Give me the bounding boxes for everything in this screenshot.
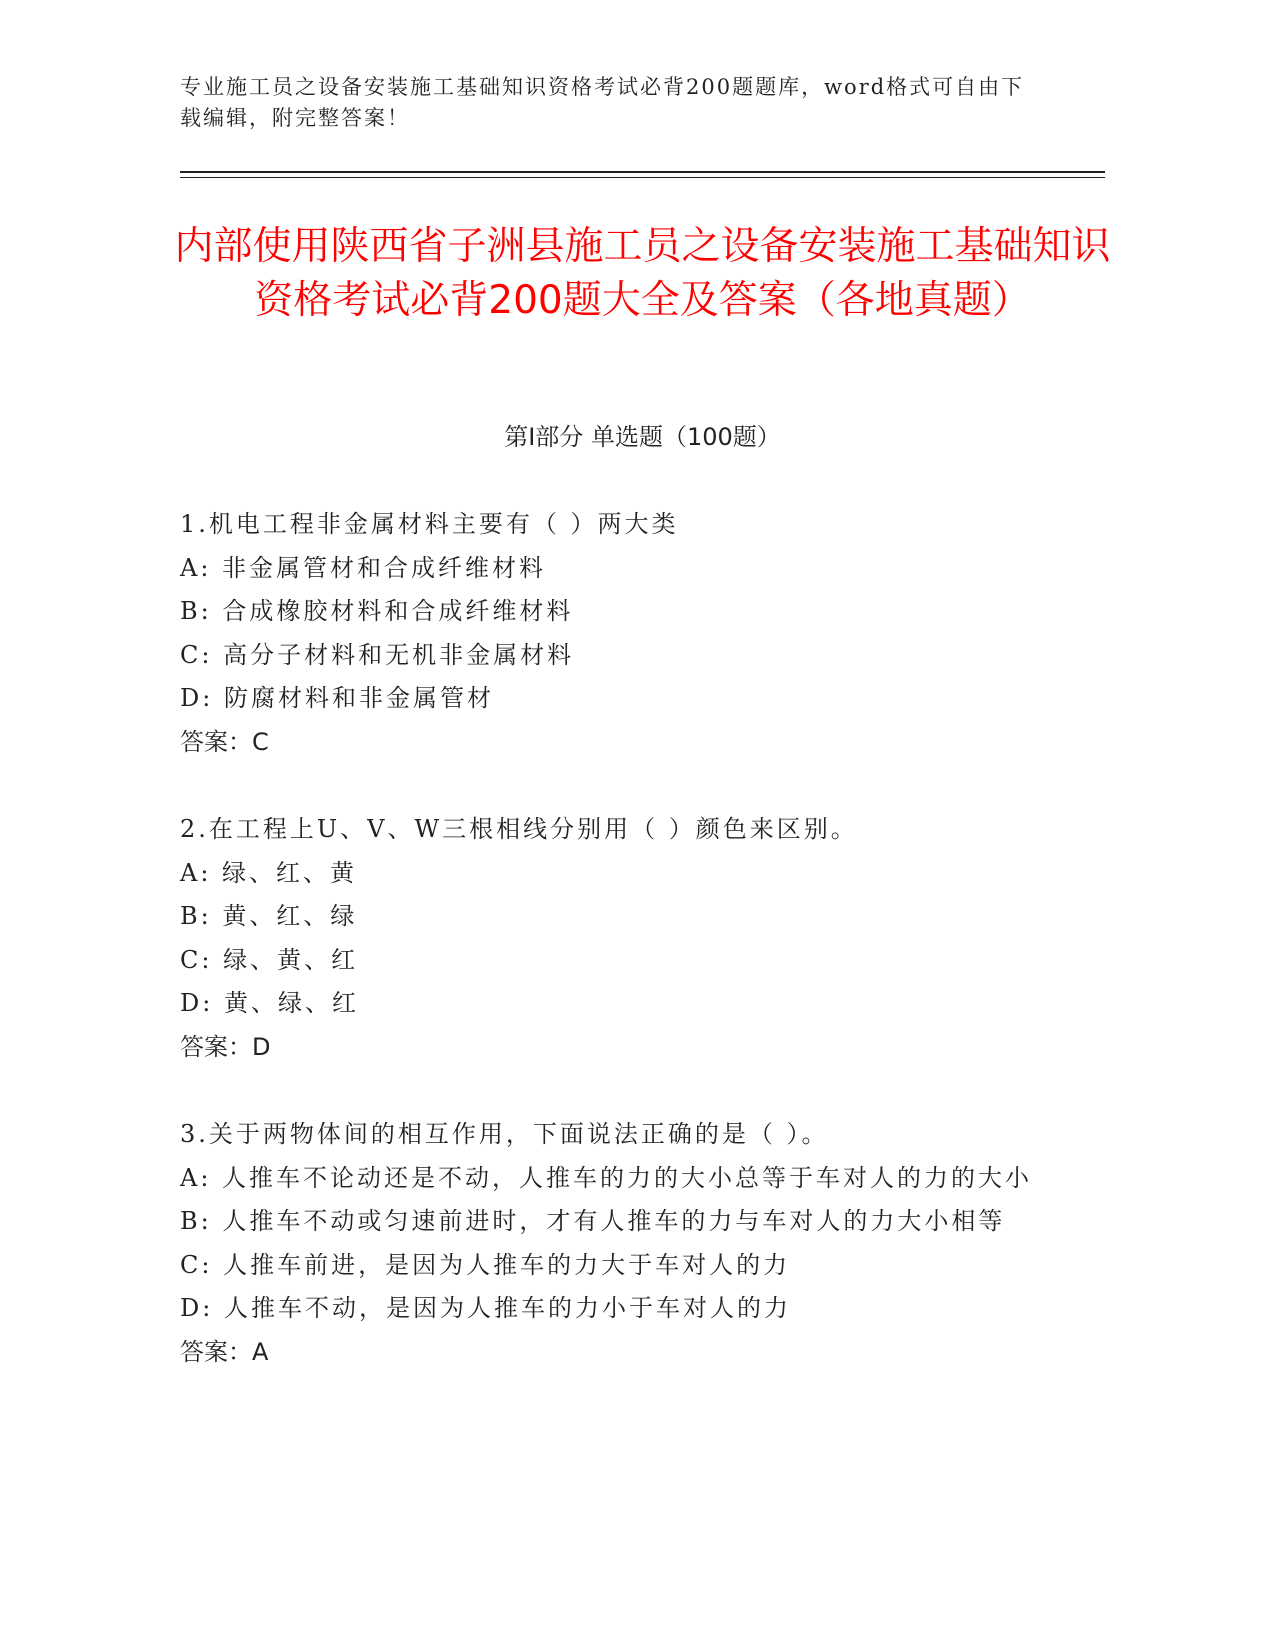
option-c: C: 绿、黄、红 (180, 945, 359, 974)
answer: 答案：A (180, 1337, 269, 1366)
header-note: 专业施工员之设备安装施工基础知识资格考试必背200题题库，word格式可自由下载编辑，附完整答案！ (180, 75, 1025, 130)
option-b: B: 黄、红、绿 (180, 902, 358, 930)
answer: 答案：C (180, 727, 269, 756)
question-2 (180, 808, 1040, 1069)
option-c: C: 人推车前进，是因为人推车的力大于车对人的力 (180, 1250, 791, 1279)
option-b: B: 人推车不动或匀速前进时，才有人推车的力与车对人的力大小相等 (180, 1207, 1006, 1235)
option-a: A: 非金属管材和合成纤维材料 (180, 553, 547, 582)
option-b: B: 合成橡胶材料和合成纤维材料 (180, 597, 574, 625)
option-d: D: 人推车不动，是因为人推车的力小于车对人的力 (180, 1294, 791, 1322)
question-stem: 3.关于两物体间的相互作用，下面说法正确的是（ ）。 (180, 1120, 829, 1148)
section-title: 第Ⅰ部分 单选题（100题） (504, 423, 781, 451)
header-rule-thin (180, 177, 1105, 178)
option-d: D: 黄、绿、红 (180, 989, 359, 1017)
answer: 答案：D (180, 1032, 271, 1061)
question-1 (180, 503, 1040, 764)
question-stem: 2.在工程上U、V、W三根相线分别用（ ）颜色来区别。 (180, 815, 858, 843)
document-title: 内部使用陕西省子洲县施工员之设备安装施工基础知识资格考试必背200题大全及答案（各地真题） (174, 224, 1111, 323)
question-stem: 1.机电工程非金属材料主要有（ ）两大类 (180, 510, 679, 538)
option-a: A: 绿、红、黄 (180, 858, 358, 887)
option-d: D: 防腐材料和非金属管材 (180, 684, 494, 712)
question-3 (180, 1113, 1040, 1374)
option-c: C: 高分子材料和无机非金属材料 (180, 640, 575, 669)
header-rule-thick (180, 171, 1105, 173)
option-a: A: 人推车不论动还是不动，人推车的力的大小总等于车对人的力的大小 (180, 1163, 1033, 1192)
